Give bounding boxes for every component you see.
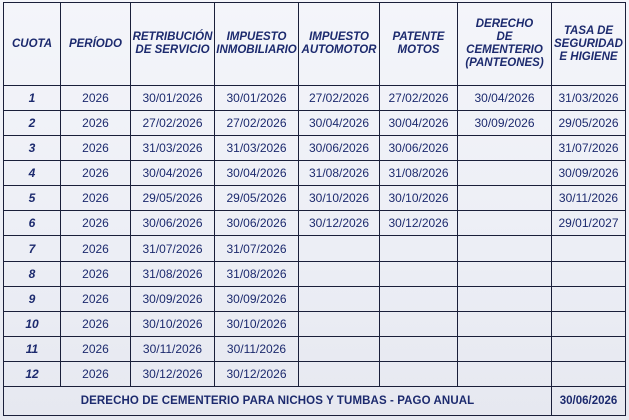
header-line: CUOTA xyxy=(11,37,53,50)
cell-patente xyxy=(380,236,458,261)
table-row xyxy=(4,336,626,361)
cell-periodo: 2026 xyxy=(61,111,131,136)
header-line: MOTOS xyxy=(397,44,440,56)
header-line: DE SERVICIO xyxy=(135,44,210,56)
cell-retribucion: 30/09/2026 xyxy=(131,286,215,311)
cell-patente: 30/10/2026 xyxy=(380,186,458,211)
cell-seguridad: 29/01/2027 xyxy=(552,211,626,236)
cell-automotor: 30/10/2026 xyxy=(299,186,380,211)
cell-periodo: 2026 xyxy=(61,136,131,161)
cell-automotor xyxy=(299,311,380,336)
cell-automotor: 30/12/2026 xyxy=(299,211,380,236)
table-row xyxy=(4,111,626,136)
cell-cementerio xyxy=(458,311,552,336)
cell-cementerio xyxy=(458,336,552,361)
cell-periodo: 2026 xyxy=(61,211,131,236)
table-row xyxy=(4,236,626,261)
header-line: IMPUESTO xyxy=(226,31,287,43)
cell-cuota: 10 xyxy=(4,311,61,336)
cell-automotor xyxy=(299,236,380,261)
cell-inmobiliario: 31/08/2026 xyxy=(215,261,299,286)
header-periodo xyxy=(61,3,131,86)
header-line: E HIGIENE xyxy=(559,50,618,63)
cell-cementerio xyxy=(458,261,552,286)
cell-cementerio xyxy=(458,236,552,261)
cell-cuota: 2 xyxy=(4,111,61,136)
cell-inmobiliario: 30/11/2026 xyxy=(215,336,299,361)
cell-retribucion: 29/05/2026 xyxy=(131,186,215,211)
cell-inmobiliario: 29/05/2026 xyxy=(215,186,299,211)
cell-periodo: 2026 xyxy=(61,261,131,286)
header-line: PATENTE xyxy=(392,31,445,43)
cell-periodo: 2026 xyxy=(61,161,131,186)
cell-automotor xyxy=(299,336,380,361)
cell-cuota: 12 xyxy=(4,361,61,386)
cell-retribucion: 27/02/2026 xyxy=(131,111,215,136)
table-row xyxy=(4,161,626,186)
header-automotor xyxy=(299,3,380,86)
cell-seguridad xyxy=(552,336,626,361)
cell-seguridad xyxy=(552,311,626,336)
cell-inmobiliario: 31/03/2026 xyxy=(215,136,299,161)
footer-date: 30/06/2026 xyxy=(552,387,626,416)
footer-row xyxy=(4,387,626,416)
table-row xyxy=(4,86,626,111)
cell-periodo: 2026 xyxy=(61,361,131,386)
header-seguridad xyxy=(552,3,626,86)
cell-cementerio xyxy=(458,361,552,386)
cell-seguridad: 31/03/2026 xyxy=(552,86,626,111)
cell-retribucion: 30/11/2026 xyxy=(131,336,215,361)
cell-periodo: 2026 xyxy=(61,311,131,336)
cell-cementerio xyxy=(458,286,552,311)
cell-seguridad: 29/05/2026 xyxy=(552,111,626,136)
cell-inmobiliario: 30/01/2026 xyxy=(215,86,299,111)
cell-cuota: 7 xyxy=(4,236,61,261)
cell-cuota: 8 xyxy=(4,261,61,286)
cell-patente xyxy=(380,286,458,311)
cell-patente: 31/08/2026 xyxy=(380,161,458,186)
cell-automotor xyxy=(299,286,380,311)
cell-retribucion: 30/01/2026 xyxy=(131,86,215,111)
cell-seguridad: 30/09/2026 xyxy=(552,161,626,186)
table-row xyxy=(4,211,626,236)
cell-periodo: 2026 xyxy=(61,86,131,111)
tax-calendar-table xyxy=(3,2,626,416)
table-row xyxy=(4,361,626,386)
header-line: RETRIBUCIÓN xyxy=(132,31,213,43)
cell-inmobiliario: 31/07/2026 xyxy=(215,236,299,261)
cell-patente: 27/02/2026 xyxy=(380,86,458,111)
cell-cementerio xyxy=(458,186,552,211)
header-line: INMOBILIARIO xyxy=(216,44,297,56)
table-row xyxy=(4,186,626,211)
header-line: SEGURIDAD xyxy=(553,37,623,50)
header-line: TASA DE xyxy=(563,24,614,37)
cell-automotor: 30/04/2026 xyxy=(299,111,380,136)
cell-automotor: 30/06/2026 xyxy=(299,136,380,161)
cell-cuota: 6 xyxy=(4,211,61,236)
cell-retribucion: 31/03/2026 xyxy=(131,136,215,161)
table-row xyxy=(4,261,626,286)
cell-cuota: 9 xyxy=(4,286,61,311)
cell-retribucion: 30/12/2026 xyxy=(131,361,215,386)
header-inmobiliario xyxy=(215,3,299,86)
cell-patente xyxy=(380,261,458,286)
cell-patente: 30/04/2026 xyxy=(380,111,458,136)
table-row xyxy=(4,286,626,311)
table-row xyxy=(4,311,626,336)
header-patente xyxy=(380,3,458,86)
cell-automotor: 27/02/2026 xyxy=(299,86,380,111)
header-line: PERÍODO xyxy=(68,37,123,50)
footer-description: DERECHO DE CEMENTERIO PARA NICHOS Y TUMBAS - PAGO ANUAL xyxy=(4,387,552,416)
cell-inmobiliario: 30/10/2026 xyxy=(215,311,299,336)
cell-retribucion: 30/06/2026 xyxy=(131,211,215,236)
table-row xyxy=(4,136,626,161)
cell-seguridad: 31/07/2026 xyxy=(552,136,626,161)
header-cementerio xyxy=(458,3,552,86)
cell-seguridad: 30/11/2026 xyxy=(552,186,626,211)
cell-cementerio: 30/04/2026 xyxy=(458,86,552,111)
cell-seguridad xyxy=(552,361,626,386)
cell-patente: 30/06/2026 xyxy=(380,136,458,161)
cell-cuota: 11 xyxy=(4,336,61,361)
header-row xyxy=(4,3,626,86)
cell-retribucion: 31/08/2026 xyxy=(131,261,215,286)
cell-inmobiliario: 30/04/2026 xyxy=(215,161,299,186)
header-line: AUTOMOTOR xyxy=(301,44,377,56)
cell-cuota: 3 xyxy=(4,136,61,161)
cell-inmobiliario: 30/09/2026 xyxy=(215,286,299,311)
header-cuota xyxy=(4,3,61,86)
header-line: DERECHO xyxy=(475,18,534,30)
cell-retribucion: 31/07/2026 xyxy=(131,236,215,261)
cell-automotor xyxy=(299,361,380,386)
cell-retribucion: 30/10/2026 xyxy=(131,311,215,336)
cell-cuota: 4 xyxy=(4,161,61,186)
cell-automotor: 31/08/2026 xyxy=(299,161,380,186)
cell-periodo: 2026 xyxy=(61,236,131,261)
cell-periodo: 2026 xyxy=(61,336,131,361)
cell-seguridad xyxy=(552,261,626,286)
cell-periodo: 2026 xyxy=(61,186,131,211)
cell-periodo: 2026 xyxy=(61,286,131,311)
header-retribucion xyxy=(131,3,215,86)
cell-cementerio xyxy=(458,136,552,161)
cell-patente: 30/12/2026 xyxy=(380,211,458,236)
header-line: DE xyxy=(496,31,513,43)
cell-cuota: 5 xyxy=(4,186,61,211)
cell-patente xyxy=(380,336,458,361)
cell-patente xyxy=(380,311,458,336)
table-body xyxy=(4,86,626,387)
cell-patente xyxy=(380,361,458,386)
cell-retribucion: 30/04/2026 xyxy=(131,161,215,186)
cell-inmobiliario: 30/06/2026 xyxy=(215,211,299,236)
cell-cementerio: 30/09/2026 xyxy=(458,111,552,136)
cell-seguridad xyxy=(552,236,626,261)
header-line: IMPUESTO xyxy=(309,31,369,43)
header-line: CEMENTERIO xyxy=(466,44,543,56)
cell-inmobiliario: 27/02/2026 xyxy=(215,111,299,136)
cell-automotor xyxy=(299,261,380,286)
cell-cuota: 1 xyxy=(4,86,61,111)
cell-seguridad xyxy=(552,286,626,311)
cell-cementerio xyxy=(458,211,552,236)
cell-cementerio xyxy=(458,161,552,186)
cell-inmobiliario: 30/12/2026 xyxy=(215,361,299,386)
header-line: (PANTEONES) xyxy=(465,57,544,69)
